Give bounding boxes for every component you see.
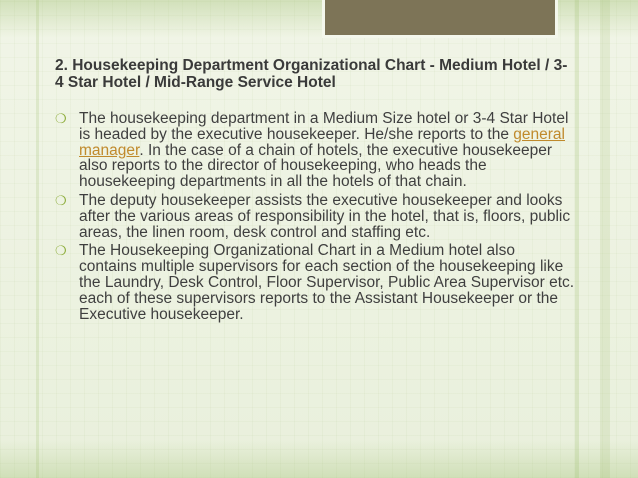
bullet-text: The deputy housekeeper assists the executive housekeeper and looks after the various areas of responsibility in the hotel, that is, floors, public areas, the linen room, desk control and staffing etc.: [79, 191, 571, 241]
hollow-circle-bullet-icon: ❍: [55, 243, 67, 259]
general-manager-link[interactable]: general manager: [79, 125, 565, 159]
hollow-circle-bullet-icon: ❍: [55, 111, 67, 126]
bullet-text: The Housekeeping Organizational Chart in a Medium hotel also contains multiple supervisors for each section of the housekeeping like the Laundry, Desk Control, Floor Supervisor, Public Area Supervisor etc. each of these supervisors reports to the Assistant Housekeeper or the Executive housekeeper.: [79, 242, 575, 323]
right-decorative-stripe-wide: [600, 0, 610, 478]
hollow-circle-bullet-icon: ❍: [55, 192, 67, 208]
slide-title: 2. Housekeeping Department Organizational Chart - Medium Hotel / 3-4 Star Hotel / Mid-Range Service Hotel: [55, 57, 568, 91]
list-item: [55, 243, 575, 322]
decorative-title-box: [322, 0, 558, 38]
right-decorative-stripe: [575, 0, 579, 478]
bullet-list: [55, 111, 575, 325]
bullet-text-before-link: The housekeeping department in a Medium Size hotel or 3-4 Star Hotel is headed by the executive housekeeper. He/she reports to the: [79, 110, 569, 143]
bottom-decorative-band: [0, 440, 638, 478]
bullet-text-after-link: . In the case of a chain of hotels, the executive housekeeper also reports to the director of housekeeping, who heads the housekeeping departments in all the hotels of that chain.: [79, 141, 553, 191]
list-item: [55, 111, 575, 190]
list-item: [55, 193, 575, 240]
left-decorative-stripe: [36, 0, 39, 478]
